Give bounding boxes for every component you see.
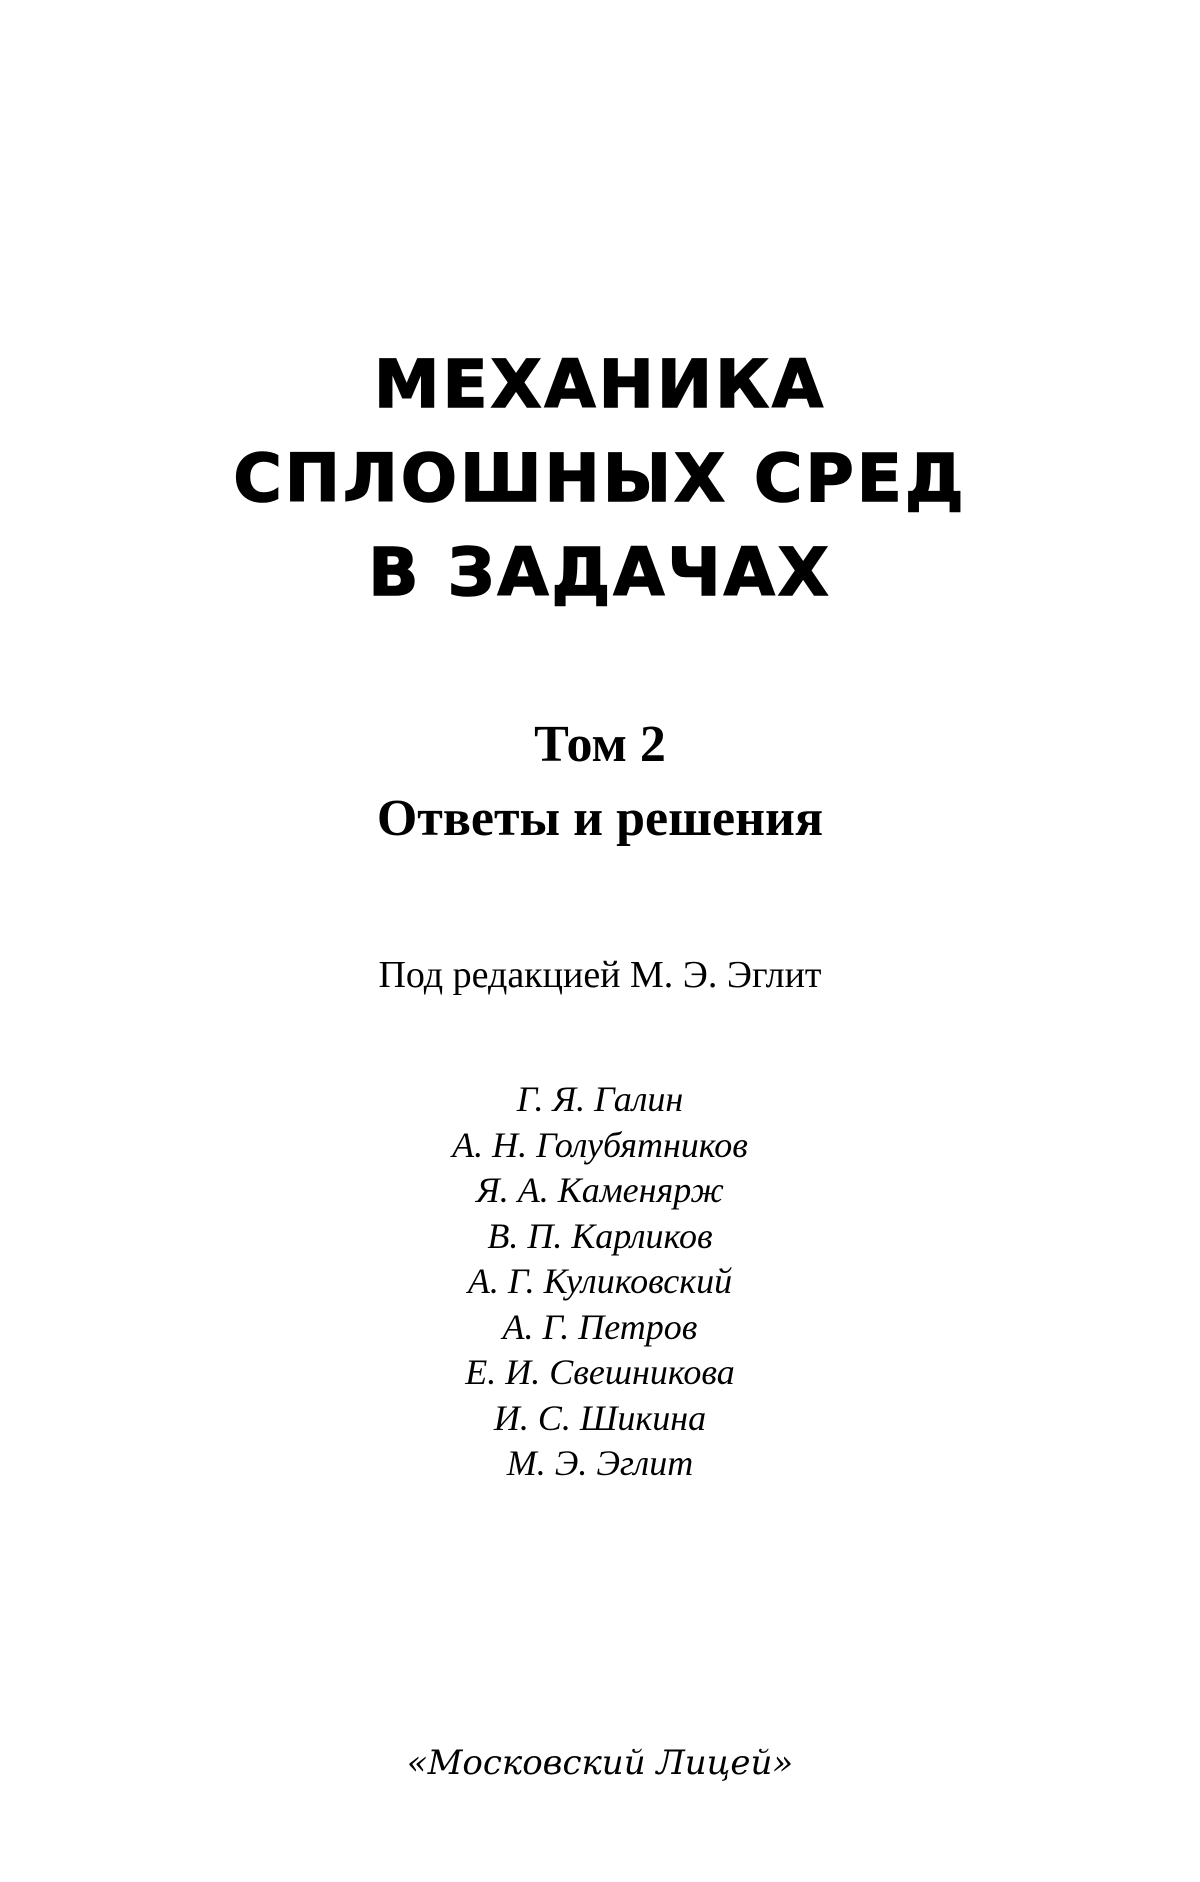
volume-label: Том 2 [534, 716, 666, 773]
title-line-1: МЕХАНИКА [373, 346, 827, 423]
title-line-3: В ЗАДАЧАХ [368, 534, 832, 611]
title-line-2: СПЛОШНЫХ СРЕД [233, 440, 967, 517]
author-item: В. П. Карликов [487, 1215, 713, 1256]
author-item: Е. И. Свешникова [465, 1352, 735, 1392]
author-item: М. Э. Эглит [506, 1443, 694, 1483]
author-item: А. Н. Голубятников [452, 1124, 748, 1165]
author-item: А. Г. Куликовский [467, 1261, 733, 1301]
volume-info [0, 708, 1200, 856]
author-item: И. С. Шикина [493, 1397, 707, 1438]
publisher-name: «Московский Лицей» [406, 1743, 794, 1783]
author-item: Я. А. Каменярж [476, 1170, 724, 1210]
author-item: А. Г. Петров [502, 1306, 698, 1347]
book-title [0, 338, 1200, 620]
editor-line: Под редакцией М. Э. Эглит [378, 954, 822, 996]
author-item: Г. Я. Галин [516, 1079, 684, 1119]
volume-subtitle: Ответы и решения [376, 790, 824, 847]
author-list [0, 1077, 1200, 1487]
